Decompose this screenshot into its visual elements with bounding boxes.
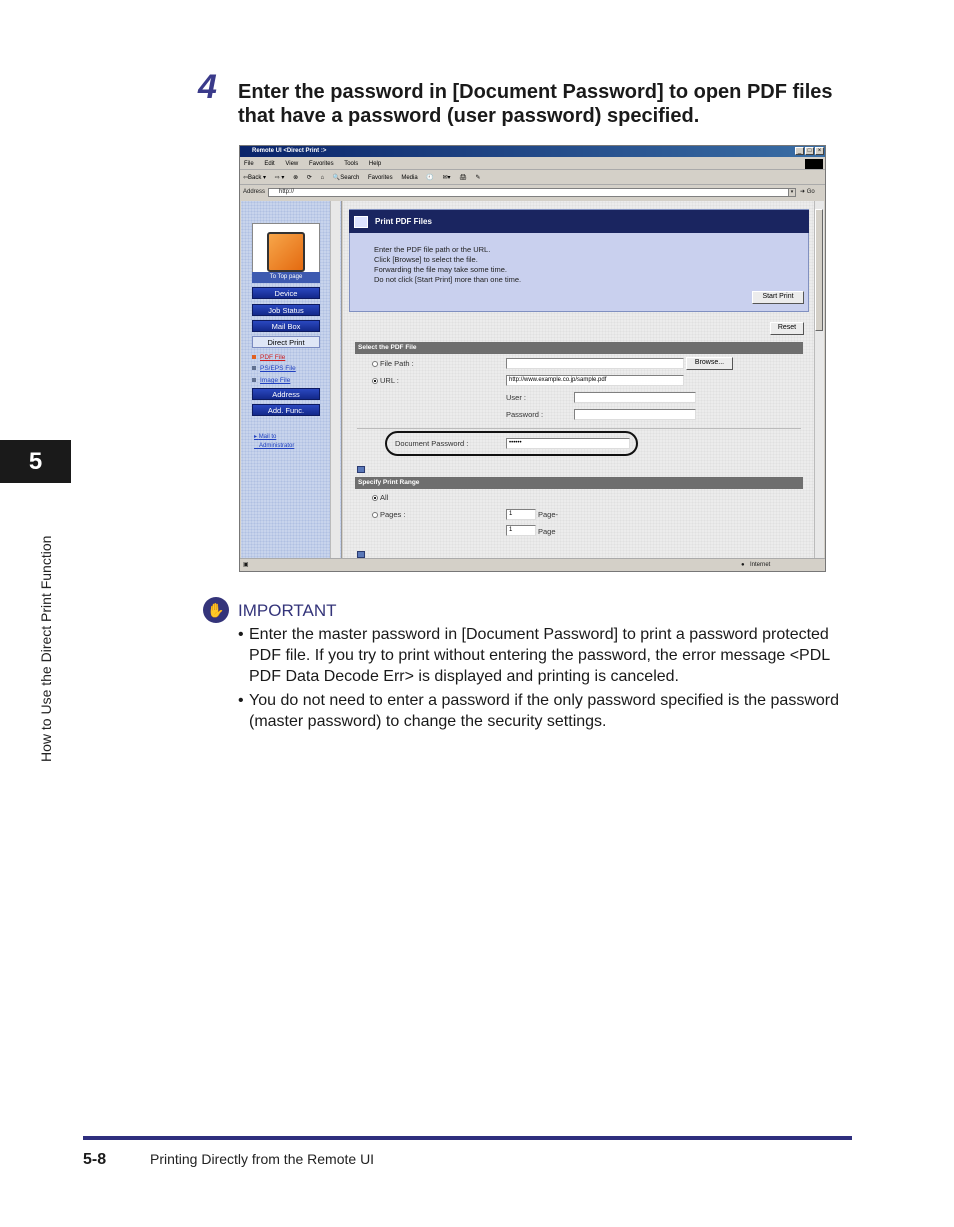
important-bullet: • You do not need to enter a password if the only password specified is the password (master password) to change the security settings. [238, 692, 839, 730]
page-from-input[interactable]: 1 [506, 509, 536, 520]
menu-edit[interactable]: Edit [264, 161, 275, 167]
menu-favorites[interactable]: Favorites [308, 161, 334, 167]
favorites-button[interactable]: Favorites [367, 175, 393, 181]
panel-title: Print PDF Files [349, 210, 809, 233]
panel-instructions: Enter the PDF file path or the URL. Click [Browse] to select the file. Forwarding the file may take some time. Do not click [Start Print] more than one time. [374, 245, 522, 284]
important-title: IMPORTANT [238, 601, 337, 620]
address-input[interactable]: http:// [268, 188, 796, 197]
close-icon[interactable]: × [815, 147, 824, 155]
address-dropdown-icon[interactable]: ▾ [788, 188, 796, 197]
nav-job-status-button[interactable]: Job Status [252, 304, 320, 316]
stop-icon[interactable]: ⊗ [293, 175, 299, 181]
section-select-pdf-file: Select the PDF File [355, 342, 803, 354]
print-icon[interactable]: 🖨 [459, 175, 467, 181]
browser-screenshot [239, 145, 826, 572]
page-to-input[interactable]: 1 [506, 525, 536, 536]
important-bullet: • Enter the master password in [Document Password] to print a password protected PDF file. If you try to print without entering the password, the error message <PDL PDF Data Decode Err> is displayed and printing is canceled. [238, 626, 830, 685]
home-icon[interactable]: ⌂ [320, 175, 325, 181]
window-title: Remote UI <Direct Print :> [240, 146, 825, 157]
sublink-ps-eps-file[interactable]: PS/EPS File [252, 364, 296, 374]
nav-address-button[interactable]: Address [252, 388, 320, 400]
step-heading: Enter the password in [Document Password] to open PDF files that have a password (user password) specified. [238, 81, 833, 127]
scroll-thumb[interactable] [815, 209, 823, 331]
history-icon[interactable]: 🕘 [426, 175, 434, 181]
maximize-icon[interactable]: □ [805, 147, 814, 155]
window-controls [795, 147, 824, 155]
back-button[interactable]: ⇦Back ▾ [243, 175, 267, 181]
menu-help[interactable]: Help [368, 161, 382, 167]
menu-tools[interactable]: Tools [344, 161, 359, 167]
media-button[interactable]: Media [401, 175, 418, 181]
bullet-icon [252, 355, 256, 359]
chapter-side-label: How to Use the Direct Print Function [38, 535, 54, 762]
to-top-page-link[interactable]: To Top page [252, 272, 320, 283]
go-label: Go [806, 189, 815, 195]
page-to-suffix: Page [538, 527, 556, 536]
bullet-icon [252, 366, 256, 370]
arrow-icon: ▸ [254, 434, 258, 440]
refresh-icon[interactable]: ⟳ [306, 175, 312, 181]
reset-button[interactable]: Reset [770, 322, 804, 335]
menu-bar [240, 158, 825, 170]
file-path-input[interactable] [506, 358, 684, 369]
mail-icon[interactable]: ✉▾ [442, 175, 451, 181]
nav-device-button[interactable]: Device [252, 287, 320, 299]
go-button[interactable]: ➜ Go [800, 189, 815, 195]
document-password-label: Document Password : [395, 439, 469, 448]
chapter-tab: 5 [0, 440, 71, 483]
status-zone: Internet [750, 562, 771, 568]
pages-option[interactable]: Pages : [372, 510, 405, 520]
collapse-icon[interactable] [357, 551, 365, 558]
device-logo-icon [267, 232, 305, 272]
status-bar [240, 558, 825, 571]
divider [357, 428, 801, 429]
url-input[interactable]: http://www.example.co.jp/sample.pdf [506, 375, 684, 386]
url-option[interactable]: URL : [372, 376, 399, 386]
user-input[interactable] [574, 392, 696, 403]
step-number: 4 [198, 68, 217, 106]
menu-file[interactable]: File [244, 161, 254, 167]
document-password-input[interactable]: •••••• [506, 438, 630, 449]
windows-logo-icon [805, 159, 823, 169]
menu-view[interactable]: View [285, 161, 299, 167]
password-label: Password : [506, 410, 544, 419]
internet-zone-icon: ● [741, 562, 745, 568]
mail-to-administrator-link[interactable]: ▸ Mail to Administrator [254, 434, 295, 449]
file-path-option[interactable]: File Path : [372, 359, 414, 369]
important-hand-icon: ✋ [203, 597, 229, 623]
browse-button[interactable]: Browse... [686, 357, 733, 370]
user-label: User : [506, 393, 527, 402]
forward-button[interactable]: ⇨ ▾ [274, 175, 285, 181]
printer-icon [354, 216, 368, 228]
section-specify-print-range: Specify Print Range [355, 477, 803, 489]
sublink-image-file[interactable]: Image File [252, 376, 290, 386]
url-radio[interactable] [372, 378, 378, 384]
minimize-icon[interactable]: _ [795, 147, 804, 155]
all-option[interactable]: All [372, 493, 388, 503]
page-from-suffix: Page- [538, 510, 559, 519]
pages-radio[interactable] [372, 512, 378, 518]
page-number: 5-8 [83, 1151, 107, 1168]
page-done-icon: ▣ [243, 562, 249, 568]
nav-direct-print-button[interactable]: Direct Print [252, 336, 320, 348]
sublink-pdf-file[interactable]: PDF File [252, 353, 285, 363]
footer-title: Printing Directly from the Remote UI [150, 1151, 375, 1167]
collapse-icon[interactable] [357, 466, 365, 473]
footer-rule [83, 1136, 852, 1140]
address-label: Address [243, 189, 266, 195]
bullet-icon [252, 378, 256, 382]
nav-add-func-button[interactable]: Add. Func. [252, 404, 320, 416]
browser-toolbar [240, 171, 825, 185]
file-path-radio[interactable] [372, 361, 378, 367]
left-scrollbar[interactable] [330, 201, 340, 558]
nav-mail-box-button[interactable]: Mail Box [252, 320, 320, 332]
all-radio[interactable] [372, 495, 378, 501]
search-button[interactable]: 🔍Search [332, 175, 360, 181]
password-input[interactable] [574, 409, 696, 420]
edit-icon[interactable]: ✎ [475, 175, 481, 181]
start-print-button[interactable]: Start Print [752, 291, 804, 304]
